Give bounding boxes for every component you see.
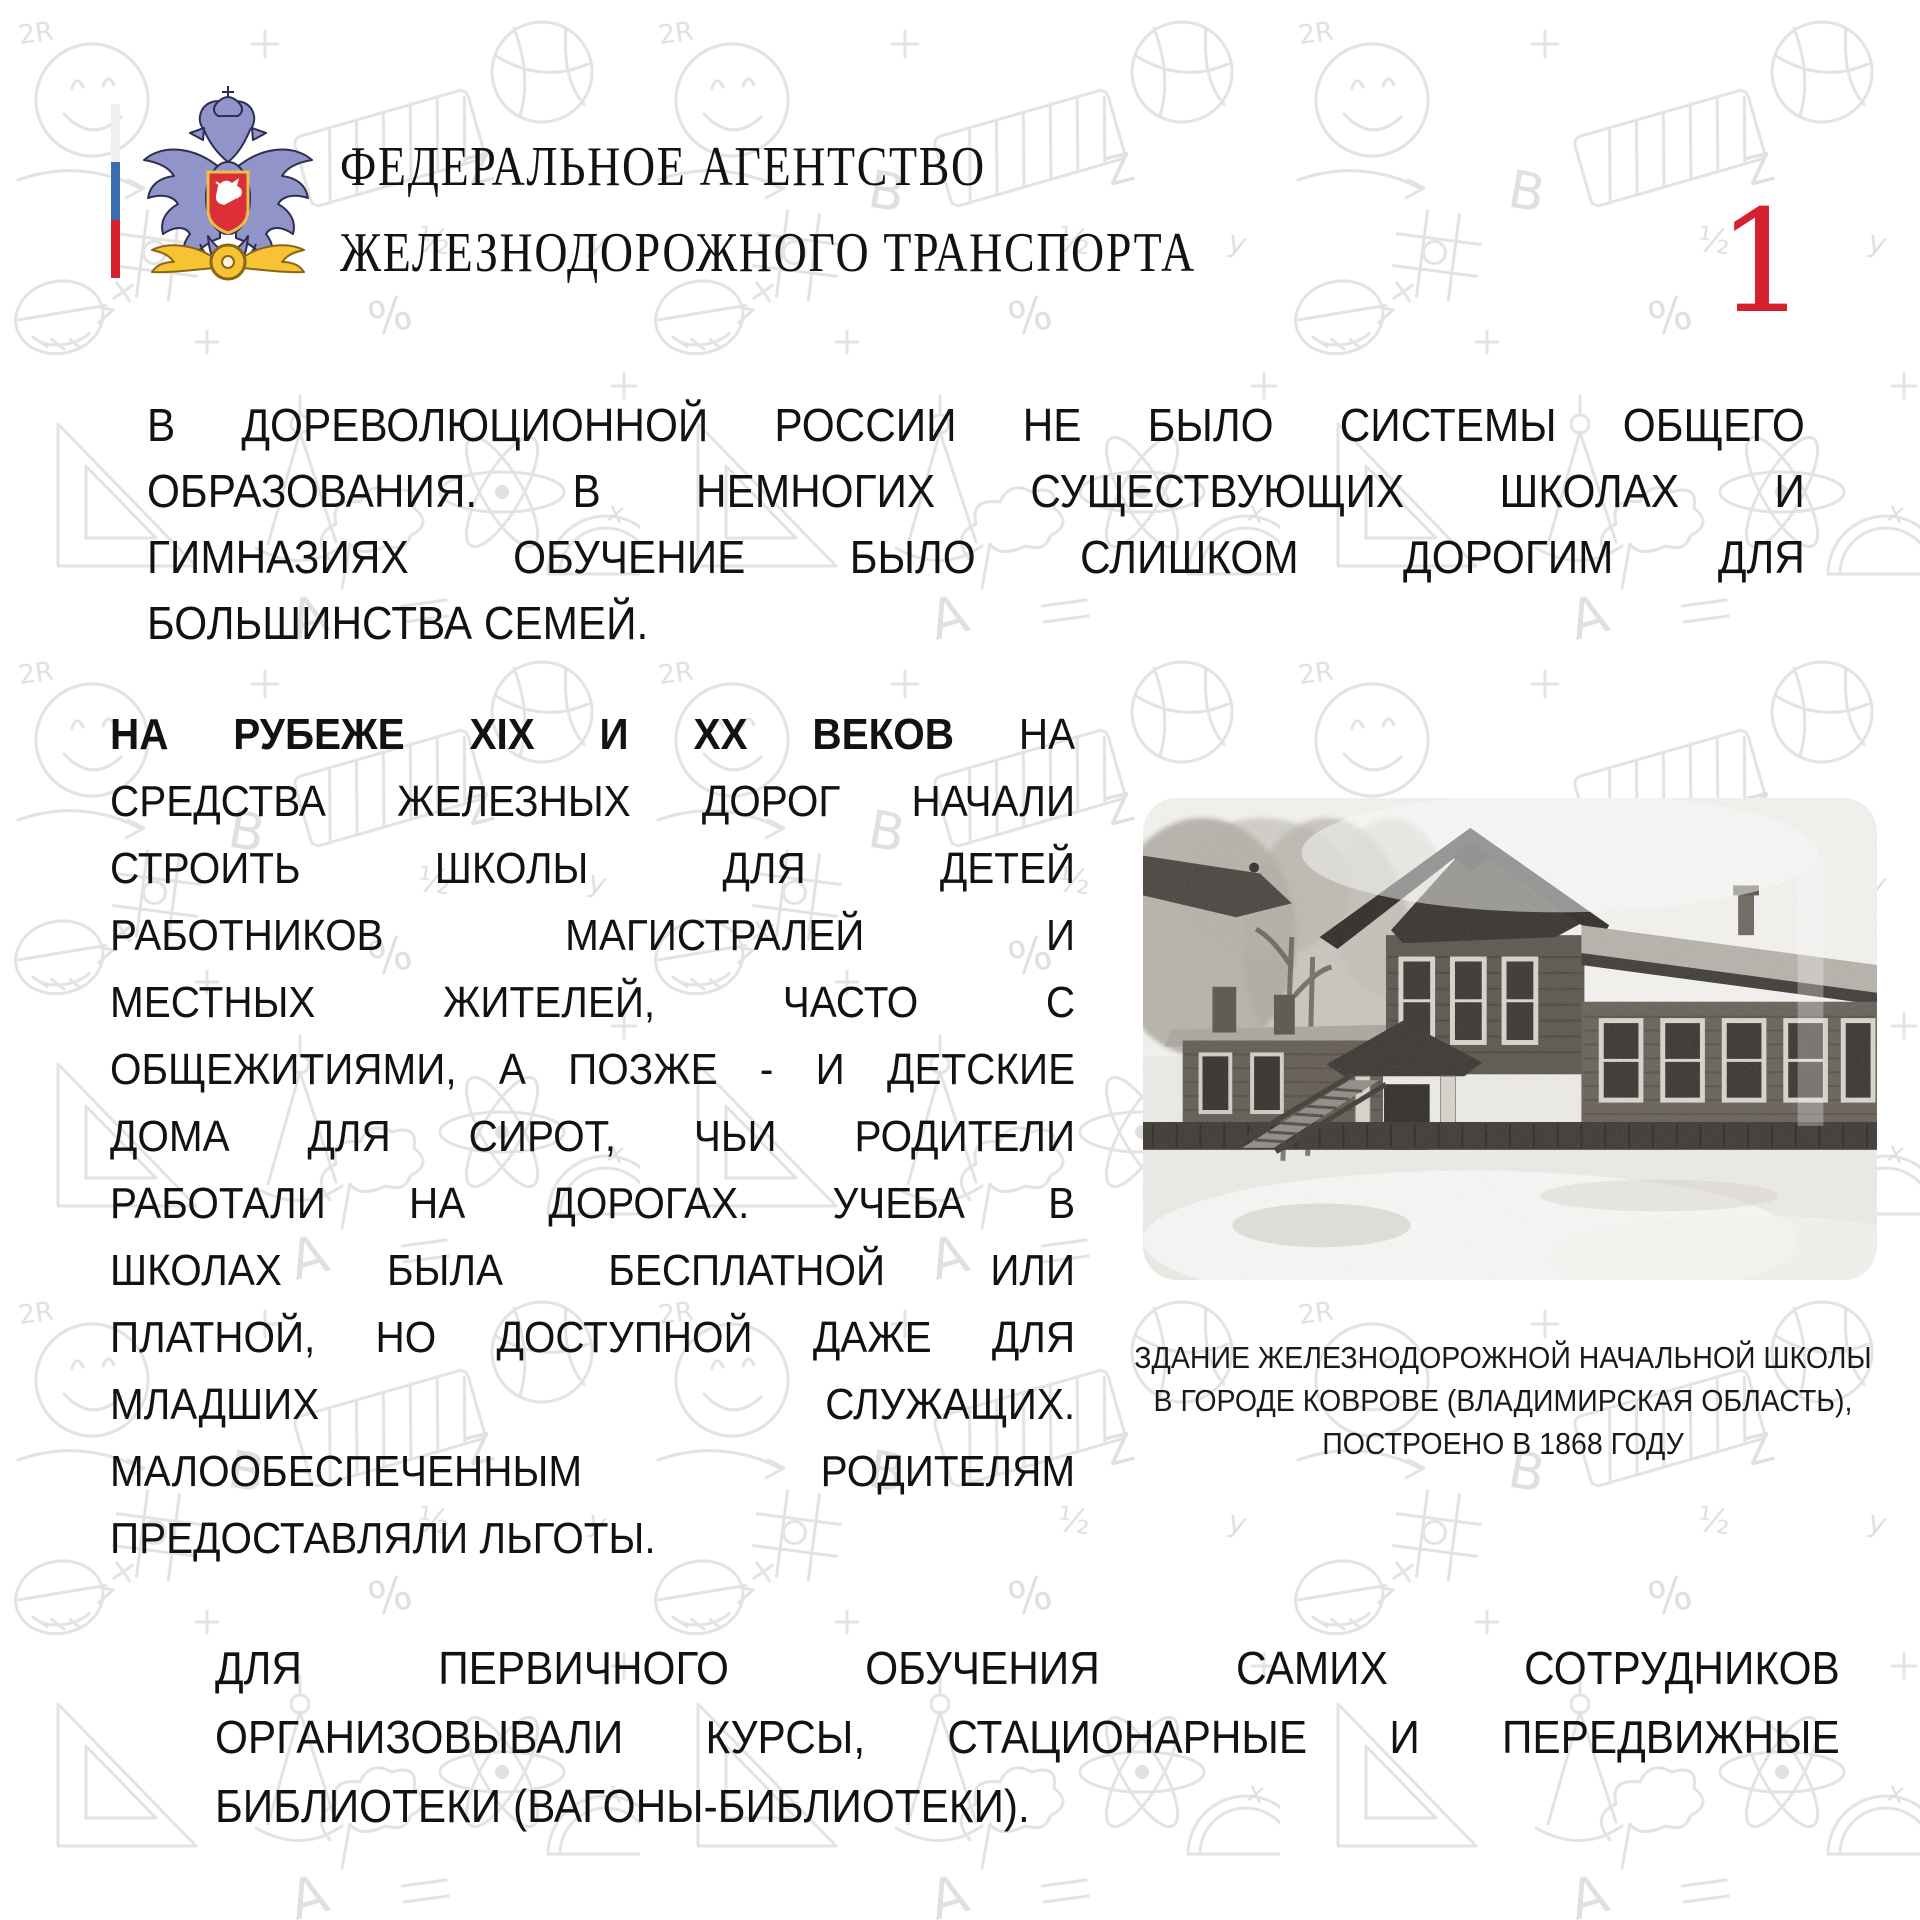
paragraph-line: МАЛООБЕСПЕЧЕННЫМ РОДИТЕЛЯМ xyxy=(110,1447,1076,1496)
paragraph-line: ПРЕДОСТАВЛЯЛИ ЛЬГОТЫ. xyxy=(110,1514,656,1563)
russian-flag-stripe xyxy=(111,104,120,278)
paragraph-line: ШКОЛАХ БЫЛА БЕСПЛАТНОЙ ИЛИ xyxy=(110,1246,1076,1295)
page-number: 1 xyxy=(1716,180,1808,345)
agency-title-line1: ФЕДЕРАЛЬНОЕ АГЕНТСТВО xyxy=(340,136,986,198)
paragraph-line: БОЛЬШИНСТВА СЕМЕЙ. xyxy=(147,597,649,649)
flag-blue-band xyxy=(111,162,120,220)
bottom-paragraph xyxy=(215,1634,1840,1841)
paragraph-line xyxy=(110,701,1075,768)
caption-line: В ГОРОДЕ КОВРОВЕ (ВЛАДИМИРСКАЯ ОБЛАСТЬ), xyxy=(1153,1383,1853,1418)
paragraph-line: МЛАДШИХ СЛУЖАЩИХ. xyxy=(110,1380,1076,1429)
roszheldor-emblem-icon xyxy=(130,86,326,314)
paragraph-line: ПЛАТНОЙ, НО ДОСТУПНОЙ ДАЖЕ ДЛЯ xyxy=(110,1313,1076,1362)
lead-rest: НА xyxy=(953,710,1076,759)
paragraph-line: ОБЩЕЖИТИЯМИ, А ПОЗЖЕ - И ДЕТСКИЕ xyxy=(110,1045,1076,1094)
caption-line: ПОСТРОЕНО В 1868 ГОДУ xyxy=(1322,1426,1684,1461)
caption-line: ЗДАНИЕ ЖЕЛЕЗНОДОРОЖНОЙ НАЧАЛЬНОЙ ШКОЛЫ xyxy=(1134,1340,1872,1375)
paragraph-line: БИБЛИОТЕКИ (ВАГОНЫ-БИБЛИОТЕКИ). xyxy=(215,1780,1030,1832)
paragraph-line: В ДОРЕВОЛЮЦИОННОЙ РОССИИ НЕ БЫЛО СИСТЕМЫ ОБЩЕГО xyxy=(147,399,1805,451)
flag-red-band xyxy=(111,220,120,278)
agency-title xyxy=(340,124,1275,296)
paragraph-line: ОРГАНИЗОВЫВАЛИ КУРСЫ, СТАЦИОНАРНЫЕ И ПЕРЕДВИЖНЫЕ xyxy=(215,1711,1840,1763)
paragraph-line: ДЛЯ ПЕРВИЧНОГО ОБУЧЕНИЯ САМИХ СОТРУДНИКОВ xyxy=(215,1642,1840,1694)
intro-paragraph xyxy=(147,392,1805,656)
paragraph-line: РАБОТАЛИ НА ДОРОГАХ. УЧЕБА В xyxy=(110,1179,1076,1228)
paragraph-line: СРЕДСТВА ЖЕЛЕЗНЫХ ДОРОГ НАЧАЛИ xyxy=(110,777,1076,826)
paragraph-line: ДОМА ДЛЯ СИРОТ, ЧЬИ РОДИТЕЛИ xyxy=(110,1112,1076,1161)
paragraph-line: РАБОТНИКОВ МАГИСТРАЛЕЙ И xyxy=(110,911,1076,960)
paragraph-line: ОБРАЗОВАНИЯ. В НЕМНОГИХ СУЩЕСТВУЮЩИХ ШКОЛАХ И xyxy=(147,465,1805,517)
photo-caption xyxy=(1121,1336,1885,1465)
school-photo xyxy=(1143,798,1877,1280)
flag-white-band xyxy=(111,104,120,162)
main-paragraph xyxy=(110,701,1075,1572)
agency-title-line2: ЖЕЛЕЗНОДОРОЖНОГО ТРАНСПОРТА xyxy=(340,222,1196,284)
paragraph-line: МЕСТНЫХ ЖИТЕЛЕЙ, ЧАСТО С xyxy=(110,978,1076,1027)
paragraph-line: ГИМНАЗИЯХ ОБУЧЕНИЕ БЫЛО СЛИШКОМ ДОРОГИМ ДЛЯ xyxy=(147,531,1805,583)
paragraph-line: СТРОИТЬ ШКОЛЫ ДЛЯ ДЕТЕЙ xyxy=(110,844,1076,893)
bold-lead: НА РУБЕЖЕ XIX И XX ВЕКОВ xyxy=(110,710,954,759)
